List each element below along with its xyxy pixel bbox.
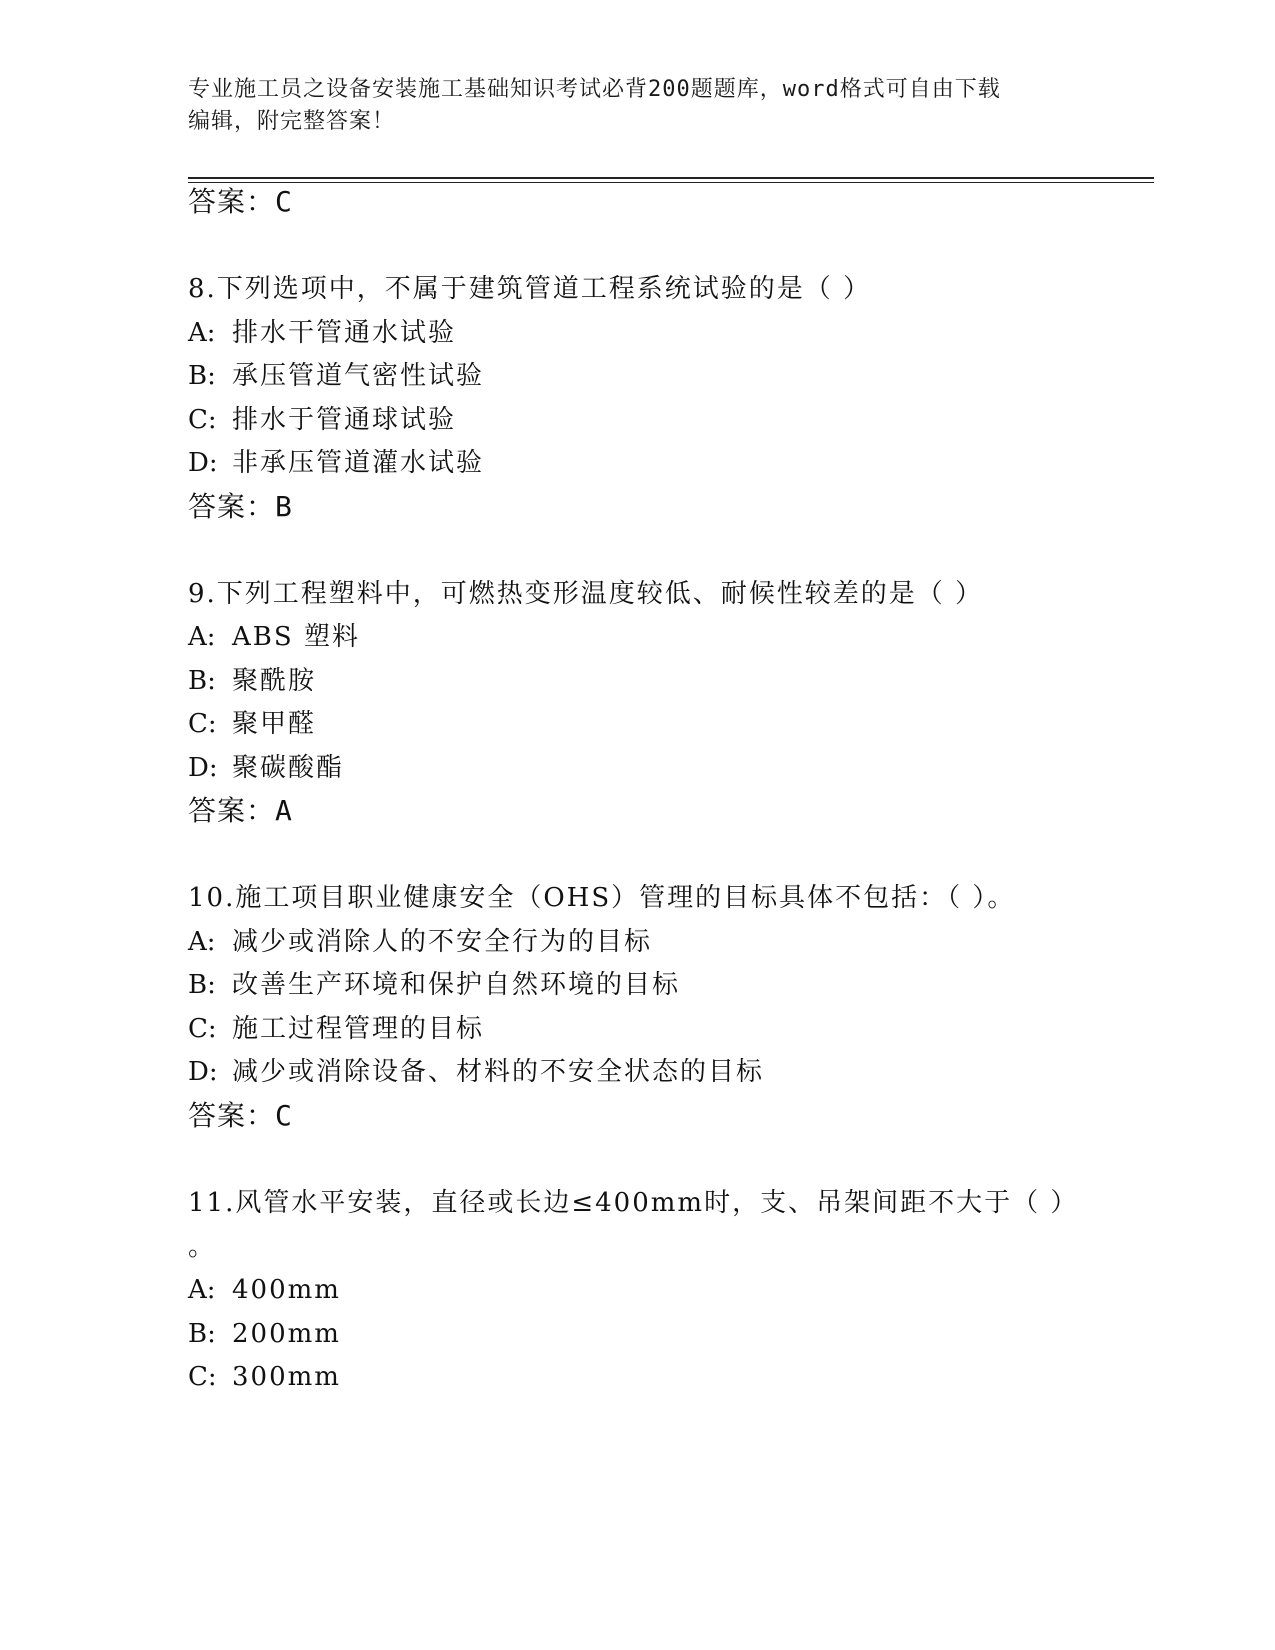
answer-value: B xyxy=(275,490,293,523)
option-text: 承压管道气密性试验 xyxy=(232,361,485,391)
q8-answer xyxy=(188,490,293,524)
option-letter: A: xyxy=(188,622,216,652)
q10-option-c xyxy=(188,1012,484,1046)
option-letter: B: xyxy=(188,361,216,391)
option-text: 300mm xyxy=(232,1362,341,1392)
header-divider-thin xyxy=(188,182,1154,183)
option-text: ABS 塑料 xyxy=(232,622,360,652)
option-letter: D: xyxy=(188,753,218,783)
answer-label: 答案： xyxy=(188,185,276,218)
option-text: 施工过程管理的目标 xyxy=(232,1014,485,1044)
option-text: 聚酰胺 xyxy=(232,666,317,696)
header-title-line-1: 专业施工员之设备安装施工基础知识考试必背200题题库，word格式可自由下载 xyxy=(188,77,1001,102)
answer-label: 答案： xyxy=(188,490,276,523)
answer-value: C xyxy=(275,185,293,218)
q9-option-c xyxy=(188,707,316,741)
q9-answer xyxy=(188,794,293,828)
answer-label: 答案： xyxy=(188,1099,276,1132)
option-letter: C: xyxy=(188,1362,217,1392)
q11-question: 11.风管水平安装，直径或长边≤400mm时，支、吊架间距不大于（ ） xyxy=(188,1188,1079,1218)
q10-question: 10.施工项目职业健康安全（OHS）管理的目标具体不包括：（ ）。 xyxy=(188,883,1016,913)
q8-option-d xyxy=(188,446,484,480)
q10-answer xyxy=(188,1099,293,1133)
option-text: 减少或消除设备、材料的不安全状态的目标 xyxy=(232,1057,765,1087)
option-letter: D: xyxy=(188,448,218,478)
option-letter: C: xyxy=(188,1014,217,1044)
q9-question: 9.下列工程塑料中，可燃热变形温度较低、耐候性较差的是（ ） xyxy=(188,579,984,609)
option-letter: B: xyxy=(188,666,216,696)
option-text: 非承压管道灌水试验 xyxy=(232,448,485,478)
q8-option-c xyxy=(188,403,456,437)
option-text: 减少或消除人的不安全行为的目标 xyxy=(232,927,653,957)
option-text: 200mm xyxy=(232,1319,341,1349)
q9-option-b xyxy=(188,664,316,698)
q11-option-a xyxy=(188,1273,341,1307)
option-letter: C: xyxy=(188,405,217,435)
option-text: 400mm xyxy=(232,1275,341,1305)
document-header xyxy=(188,74,1088,138)
option-letter: A: xyxy=(188,318,216,348)
option-letter: A: xyxy=(188,927,216,957)
option-text: 排水干管通水试验 xyxy=(232,318,457,348)
option-letter: C: xyxy=(188,709,217,739)
header-divider-thick xyxy=(188,177,1154,179)
option-text: 排水于管通球试验 xyxy=(232,405,457,435)
option-text: 聚碳酸酯 xyxy=(232,753,345,783)
header-title-line-2: 编辑，附完整答案！ xyxy=(188,109,396,134)
q10-option-a xyxy=(188,925,652,959)
option-text: 聚甲醛 xyxy=(232,709,317,739)
q11-option-c xyxy=(188,1360,341,1394)
option-letter: B: xyxy=(188,1319,216,1349)
q11-question-continuation: 。 xyxy=(188,1232,217,1262)
q9-option-a xyxy=(188,620,360,654)
option-letter: D: xyxy=(188,1057,218,1087)
q7-answer xyxy=(188,185,293,219)
q10-option-b xyxy=(188,968,680,1002)
option-text: 改善生产环境和保护自然环境的目标 xyxy=(232,970,681,1000)
answer-value: A xyxy=(275,794,293,827)
q10-option-d xyxy=(188,1055,764,1089)
answer-value: C xyxy=(275,1099,293,1132)
option-letter: B: xyxy=(188,970,216,1000)
option-letter: A: xyxy=(188,1275,216,1305)
q8-question: 8.下列选项中，不属于建筑管道工程系统试验的是（ ） xyxy=(188,274,872,304)
q8-option-a xyxy=(188,316,456,350)
q11-option-b xyxy=(188,1317,341,1351)
q9-option-d xyxy=(188,751,344,785)
answer-label: 答案： xyxy=(188,794,276,827)
q8-option-b xyxy=(188,359,484,393)
